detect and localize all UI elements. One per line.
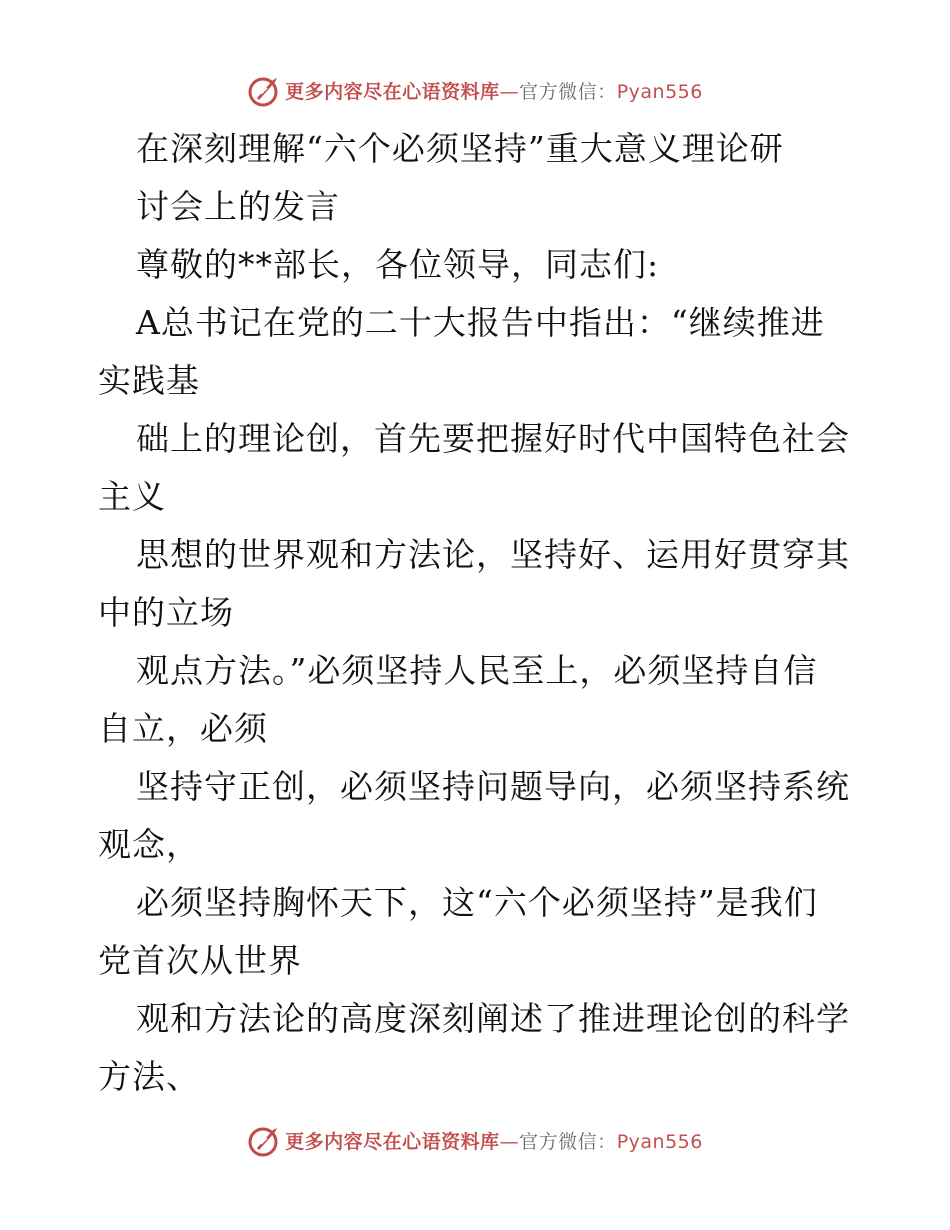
text-line: 在深刻理解“六个必须坚持”重大意义理论研 [136,129,784,168]
watermark-text [285,1127,703,1154]
watermark-dash: — [499,80,520,103]
text-line: 主义 [98,477,166,516]
watermark-cn: 更多内容尽在心语资料库 [285,80,500,103]
watermark-cn: 更多内容尽在心语资料库 [285,1130,500,1153]
text-line: 讨会上的发言 [136,187,340,226]
text-line: 党首次从世界 [98,941,302,980]
text-line: 尊敬的**部长，各位领导，同志们: [136,245,660,284]
text-line: 实践基 [98,361,200,400]
watermark-official: 官方微信： [519,1130,617,1153]
text-line: 观念， [98,825,200,864]
watermark-id: Pyan556 [616,80,703,103]
text-line: 必须坚持胸怀天下，这“六个必须坚持”是我们 [136,883,818,922]
text-line: 自立，必须 [98,709,268,748]
text-line: 观和方法论的高度深刻阐述了推进理论创的科学 [136,999,850,1038]
quill-logo-icon [247,72,283,108]
footer-watermark [0,1120,950,1160]
text-line: 方法、 [98,1057,200,1096]
watermark-id: Pyan556 [616,1130,703,1153]
text-line: 观点方法。”必须坚持人民至上，必须坚持自信 [136,651,818,690]
text-line: 中的立场 [98,593,234,632]
text-line: 思想的世界观和方法论，坚持好、运用好贯穿其 [136,535,850,574]
document-body [98,120,858,1106]
text-line: A总书记在党的二十大报告中指出：“继续推进 [136,303,825,342]
quill-logo-icon [247,1122,283,1158]
text-line: 坚持守正创，必须坚持问题导向，必须坚持系统 [136,767,850,806]
text-line: 础上的理论创，首先要把握好时代中国特色社会 [136,419,850,458]
watermark-official: 官方微信： [519,80,617,103]
header-watermark [0,70,950,110]
watermark-text [285,77,703,104]
watermark-dash: — [499,1130,520,1153]
